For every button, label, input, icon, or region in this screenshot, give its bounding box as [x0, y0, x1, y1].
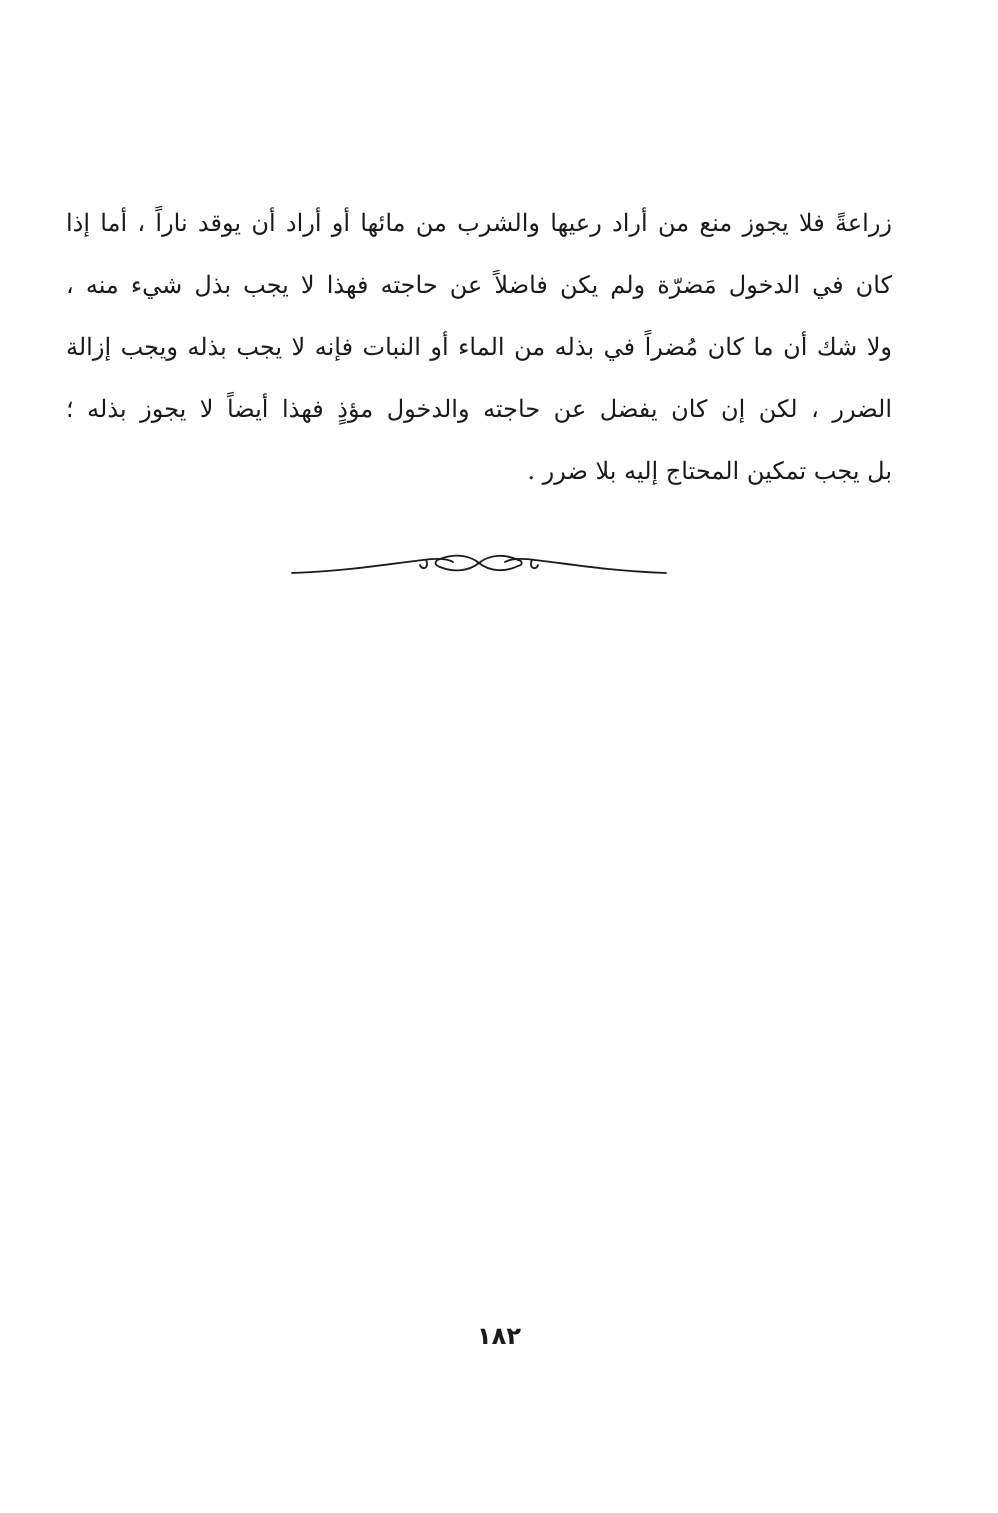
text-line-5: بل يجب تمكين المحتاج إليه بلا ضرر .	[527, 457, 892, 485]
text-line-4: الضرر ، لكن إن كان يفضل عن حاجته والدخول مؤذٍ فهذا أيضاً لا يجوز بذله ؛	[66, 395, 892, 423]
divider-ornament-icon	[290, 546, 668, 582]
paragraph	[66, 192, 892, 502]
text-line-1: زراعةً فلا يجوز منع من أراد رعيها والشرب من مائها أو أراد أن يوقد ناراً ، أما إذا	[66, 209, 892, 237]
page-number: ١٨٢	[477, 1322, 521, 1350]
text-line-2: كان في الدخول مَضرّة ولم يكن فاضلاً عن حاجته فهذا لا يجب بذل شيء منه ،	[66, 271, 892, 299]
text-line-3: ولا شك أن ما كان مُضراً في بذله من الماء أو النبات فإنه لا يجب بذله ويجب إزالة	[66, 333, 892, 361]
